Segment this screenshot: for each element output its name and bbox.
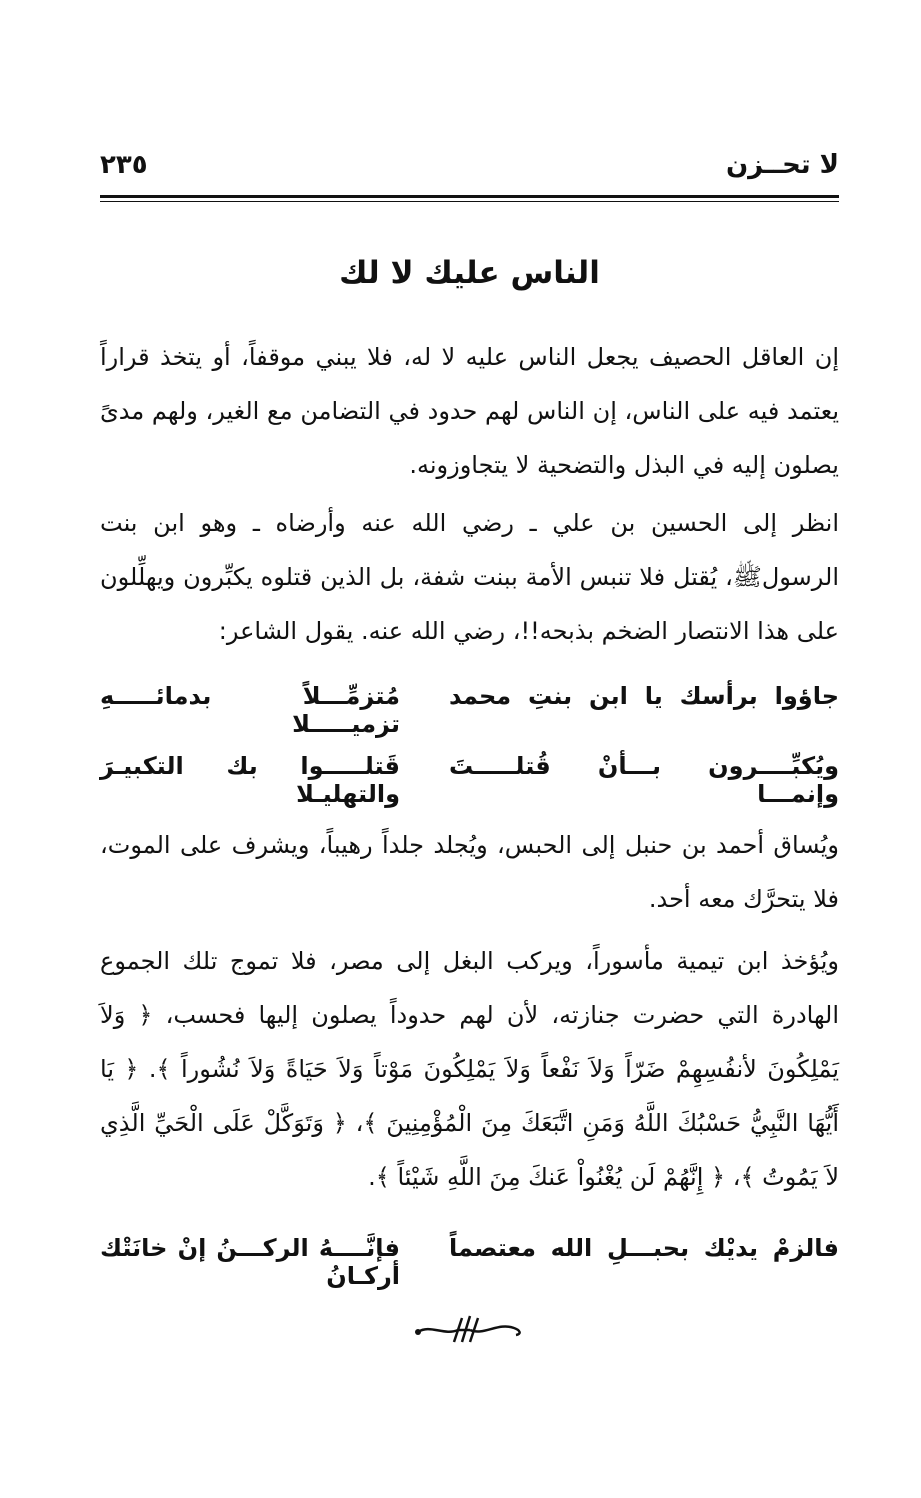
verse-3-first-hemistich: فالزمْ يديْك بحبـــلِ الله معتصماً: [449, 1234, 839, 1262]
paragraph-4: ويُؤخذ ابن تيمية مأسوراً، ويركب البغل إلى مصر، فلا تموج تلك الجموع الهادرة التي حضرت جنازته، لأن لهم حدوداً يصلون إليها فحسب، ﴿ وَلاَ يَمْلِكُونَ لأنفُسِهِمْ ضَرّاً وَلاَ نَفْعاً وَلاَ يَمْلِكُونَ مَوْتاً وَلاَ حَيَاةً وَلاَ نُشُوراً ﴾. ﴿ يَا أَيُّهَا النَّبِيُّ حَسْبُكَ اللَّهُ وَمَنِ اتَّبَعَكَ مِنَ الْمُؤْمِنِينَ ﴾، ﴿ وَتَوَكَّلْ عَلَى الْحَيِّ الَّذِي لاَ يَمُوتُ ﴾، ﴿ إِنَّهُمْ لَن يُغْنُواْ عَنكَ مِنَ اللَّهِ شَيْئاً ﴾.: [100, 947, 839, 1191]
verse-2-first-hemistich: ويُكبِّــــرون بـــأنْ قُتلـــــتَ وإنمـــا: [449, 752, 839, 808]
verse-1-first-hemistich: جاؤوا برأسك يا ابن بنتِ محمد: [449, 682, 839, 710]
header-rule: [100, 195, 839, 198]
poem-verse-3: [100, 1234, 839, 1290]
poem-verse-1: [100, 682, 839, 738]
page-number: ٢٣٥: [100, 150, 148, 180]
verse-1-second-hemistich: مُتزمِّـــلاً بدمائـــــهِ تزميـــــلا: [100, 682, 400, 738]
running-header: [100, 150, 839, 192]
end-ornament-icon: [410, 1310, 530, 1350]
verse-2-second-hemistich: قَتلـــــوا بك التكبيـرَ والتهليـلا: [100, 752, 400, 808]
book-title: لا تحــزن: [725, 150, 839, 180]
paragraph-3: ويُساق أحمد بن حنبل إلى الحبس، ويُجلد جلداً رهيباً، ويشرف على الموت، فلا يتحرَّك معه أحد.: [100, 831, 839, 913]
paragraph-1: إن العاقل الحصيف يجعل الناس عليه لا له، فلا يبني موقفاً، أو يتخذ قراراً يعتمد فيه على الناس، إن الناس لهم حدود في التضامن مع الغير، ولهم مدىً يصلون إليه في البذل والتضحية لا يتجاوزونه.: [100, 343, 839, 479]
verse-3-second-hemistich: فإنَّــــهُ الركـــنُ إنْ خانَتْك أركـانُ: [100, 1234, 400, 1290]
paragraph-2: انظر إلى الحسين بن علي ـ رضي الله عنه وأرضاه ـ وهو ابن بنت الرسولﷺ، يُقتل فلا تنبس الأمة ببنت شفة، بل الذين قتلوه يكبِّرون ويهلِّلون على هذا الانتصار الضخم بذبحه!!، رضي الله عنه. يقول الشاعر:: [100, 509, 839, 645]
header-rule-thin: [100, 201, 839, 202]
poem-verse-2: [100, 752, 839, 808]
section-title: الناس عليك لا لك: [339, 255, 600, 291]
